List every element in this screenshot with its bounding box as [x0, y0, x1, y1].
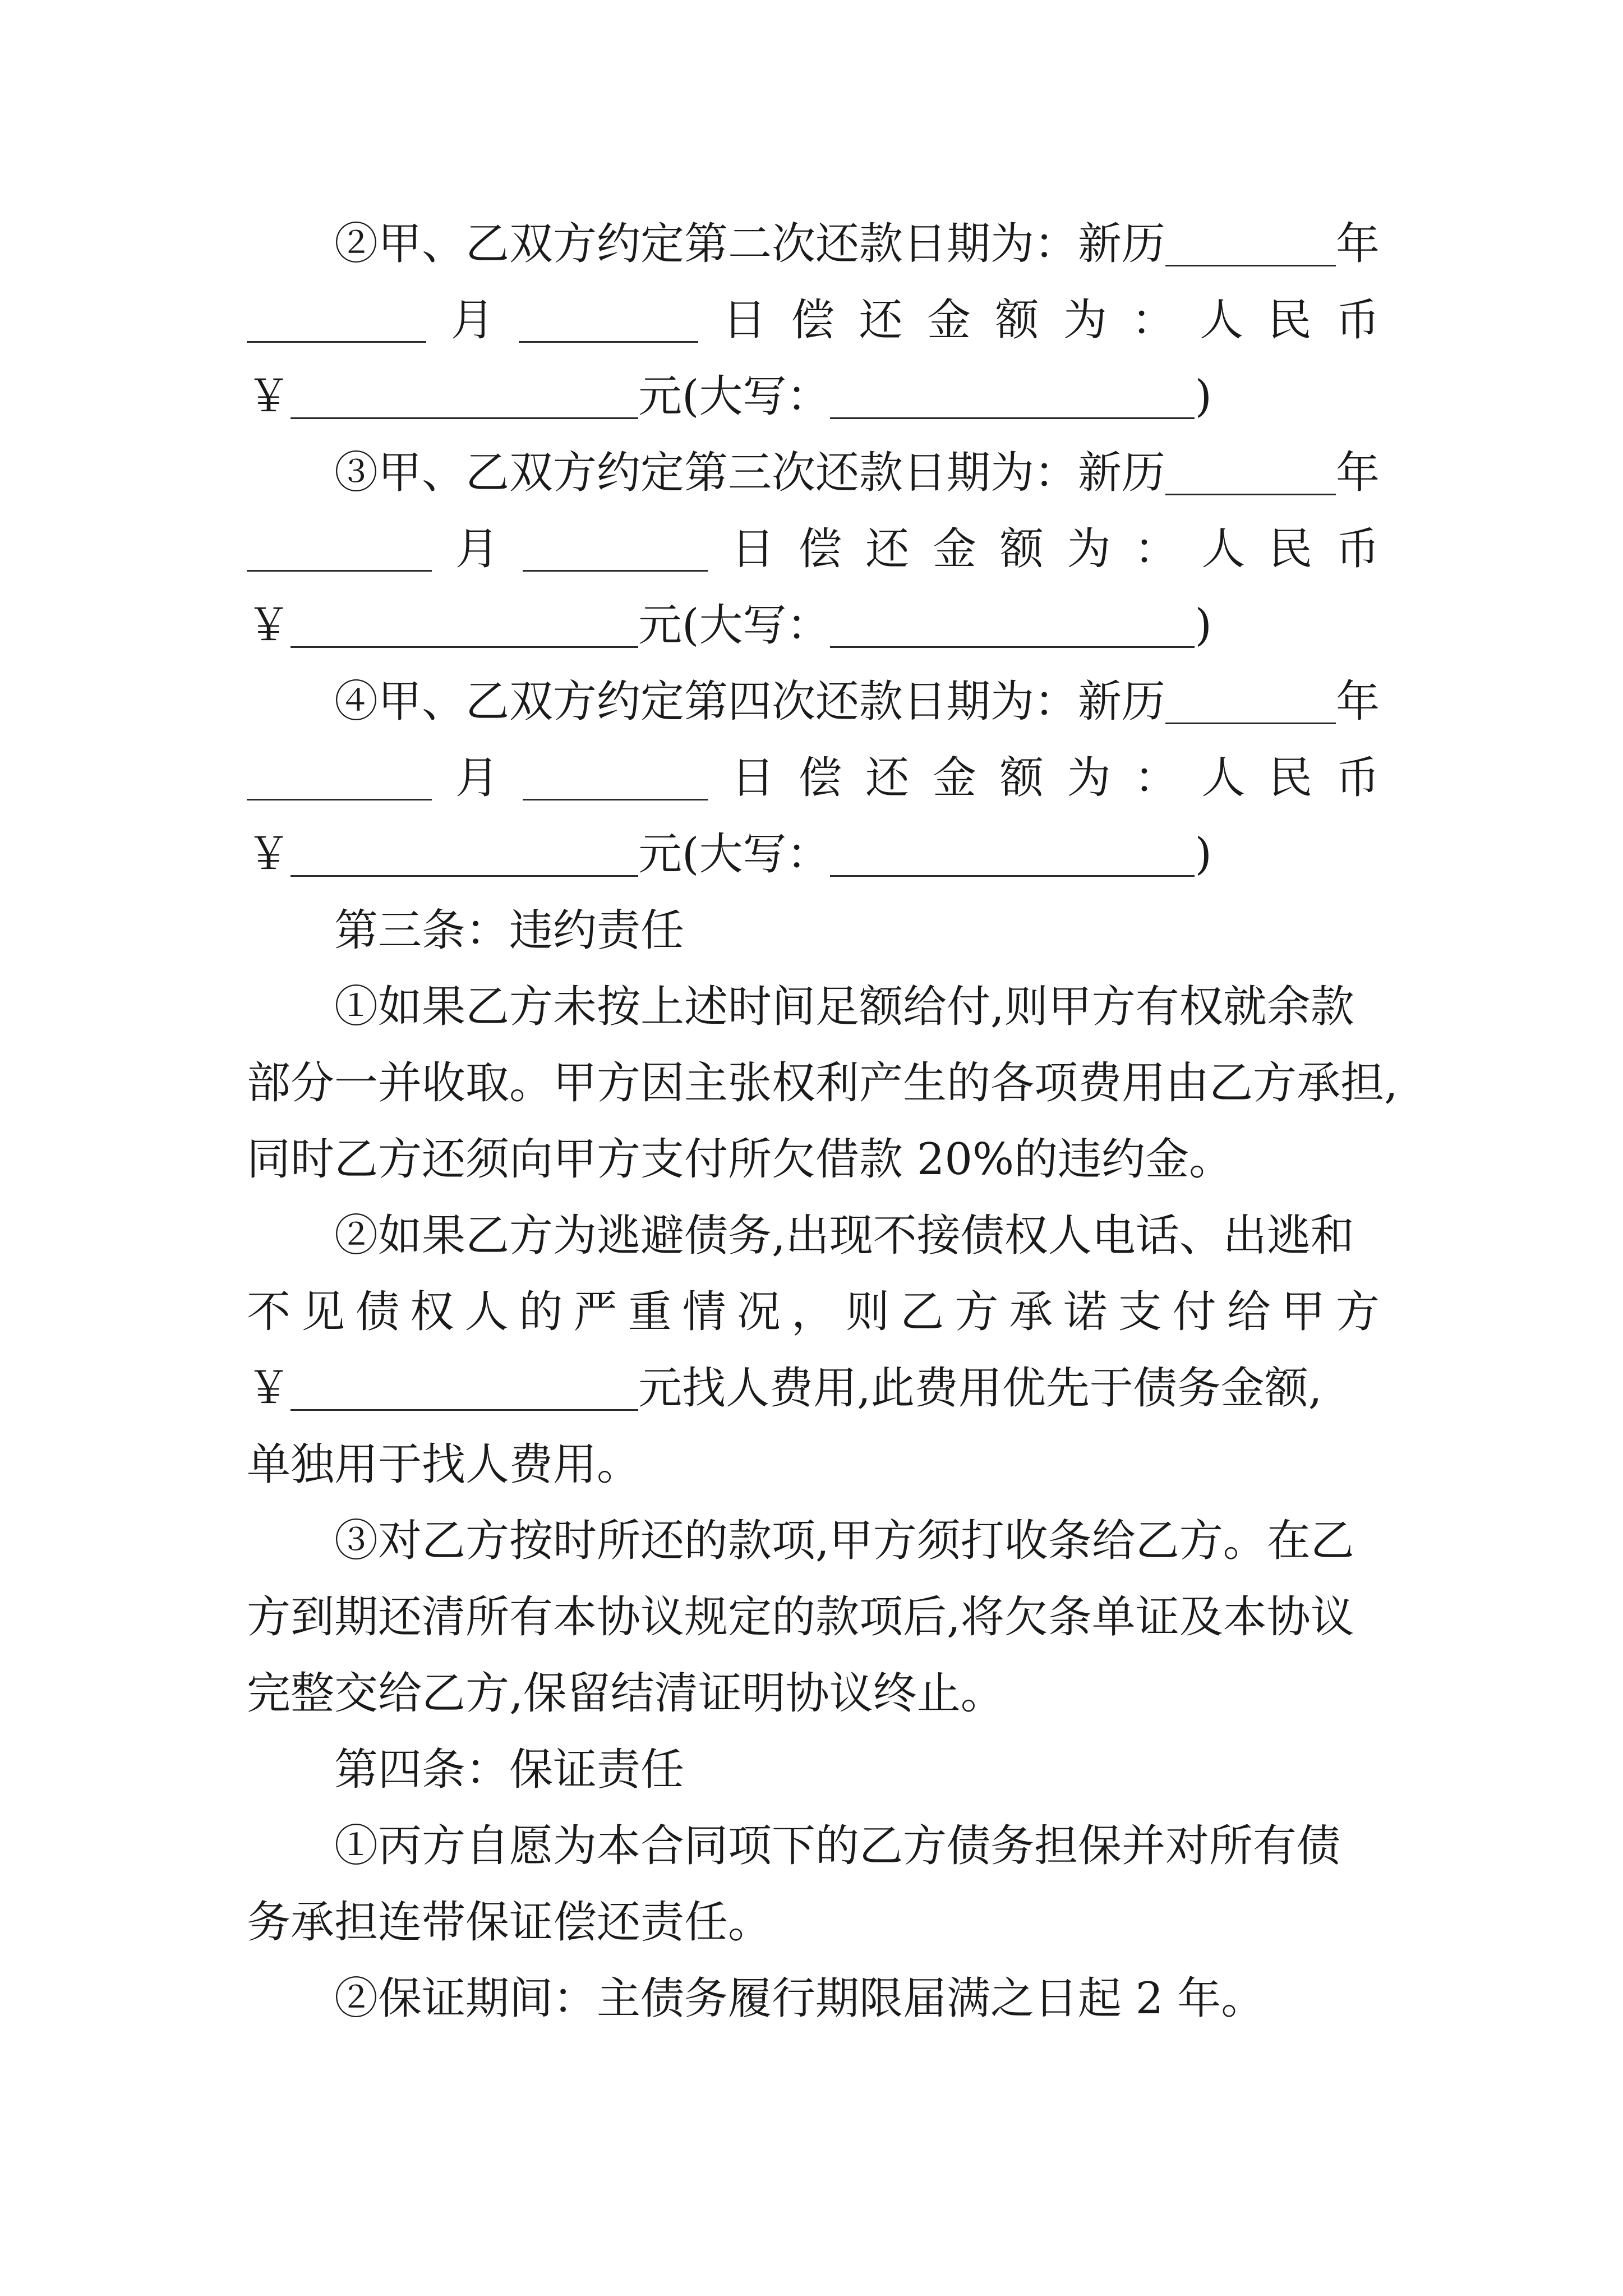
installment-2-day-char: 民 — [1267, 295, 1312, 346]
p2-char: 甲 — [1281, 1287, 1325, 1337]
installment-4-day-char: ： — [1134, 753, 1178, 803]
installment-4-day-char: 民 — [1269, 753, 1313, 803]
installment-4-month-label: 月 — [455, 753, 499, 803]
p2-char: 人 — [464, 1287, 509, 1337]
article-4-p1-line: 务承担连带保证偿还责任。 — [247, 1897, 772, 1948]
installment-4-yuan-label: 元(大写： — [638, 829, 831, 880]
installment-2-line-1 — [334, 213, 1380, 275]
installment-4-day-char: 偿 — [798, 753, 842, 803]
installment-4-month-blank[interactable] — [247, 756, 432, 800]
article-3-p2-line: ②如果乙方为逃避债务,出现不接债权人电话、出逃和 — [334, 1211, 1354, 1261]
installment-2-day-char: 日 — [722, 295, 767, 346]
installment-3-day-char: 偿 — [798, 524, 842, 574]
installment-4-line-3 — [247, 823, 1380, 885]
article-3-p1-line: 同时乙方还须向甲方支付所欠借款 20%的违约金。 — [247, 1134, 1233, 1185]
installment-3-day-blank[interactable] — [523, 527, 708, 572]
installment-2-capital-blank[interactable] — [830, 374, 1195, 419]
yuan-symbol: ￥ — [247, 600, 291, 651]
installment-2-day-blank[interactable] — [519, 298, 698, 343]
installment-3-day-char: 为 — [1067, 524, 1111, 574]
installment-2-line-3 — [247, 366, 1380, 427]
p2-char: 方 — [1335, 1287, 1380, 1337]
installment-3-day-char: 民 — [1269, 524, 1313, 574]
installment-2-line-2 — [247, 289, 1380, 351]
yuan-symbol: ￥ — [247, 1363, 291, 1414]
p2-char: 承 — [1009, 1287, 1053, 1337]
installment-3-month-blank[interactable] — [247, 527, 432, 572]
installment-4-close: ) — [1195, 829, 1212, 880]
installment-4-year-blank[interactable] — [1165, 679, 1336, 724]
installment-2-day-char: 偿 — [790, 295, 834, 346]
p2-char: 的 — [519, 1287, 563, 1337]
p2-char: 不 — [247, 1287, 291, 1337]
p2-char: 严 — [573, 1287, 617, 1337]
installment-2-year-label: 年 — [1335, 219, 1380, 269]
installment-2-month-blank[interactable] — [247, 298, 426, 343]
installment-2-day-char: 还 — [859, 295, 903, 346]
article-4-p1-line: ①丙方自愿为本合同项下的乙方债务担保并对所有债 — [334, 1821, 1341, 1871]
p2-char: 付 — [1172, 1287, 1216, 1337]
installment-4-year-label: 年 — [1335, 677, 1380, 727]
installment-4-day-char: 额 — [999, 753, 1044, 803]
article-3-p2-line-justified — [247, 1281, 1380, 1343]
article-3-p2-fee-line — [247, 1358, 1380, 1419]
article-3-p3-line: 完整交给乙方,保留结清证明协议终止。 — [247, 1668, 1004, 1719]
p2-char: 况 — [736, 1287, 781, 1337]
installment-2-day-char: 币 — [1335, 295, 1380, 346]
installment-2-day-char: ： — [1131, 295, 1175, 346]
article-3-p3-line: ③对乙方按时所还的款项,甲方须打收条给乙方。在乙 — [334, 1516, 1354, 1566]
installment-3-line-3 — [247, 595, 1380, 656]
installment-2-day-char: 额 — [995, 295, 1039, 346]
installment-3-line-1 — [334, 442, 1380, 504]
installment-2-yuan-label: 元(大写： — [638, 371, 831, 422]
installment-4-day-char: 人 — [1201, 753, 1246, 803]
installment-3-day-char: ： — [1134, 524, 1178, 574]
installment-3-capital-blank[interactable] — [830, 603, 1195, 648]
p2-char: ， — [791, 1287, 835, 1337]
installment-3-day-char: 日 — [731, 524, 775, 574]
p2-char: 支 — [1118, 1287, 1162, 1337]
p2-char: 诺 — [1063, 1287, 1108, 1337]
installment-2-close: ) — [1195, 371, 1212, 422]
yuan-symbol: ￥ — [247, 371, 291, 422]
installment-2-amount-blank[interactable] — [291, 374, 638, 419]
installment-4-intro: ④甲、乙双方约定第四次还款日期为：新历 — [334, 677, 1166, 727]
p2-char: 情 — [682, 1287, 726, 1337]
p2-char: 方 — [955, 1287, 999, 1337]
installment-4-day-char: 日 — [731, 753, 775, 803]
article-3-p1-line: ①如果乙方未按上述时间足额给付,则甲方有权就余款 — [334, 982, 1354, 1032]
installment-3-amount-blank[interactable] — [291, 603, 638, 648]
installment-3-intro: ③甲、乙双方约定第三次还款日期为：新历 — [334, 448, 1166, 498]
installment-4-capital-blank[interactable] — [830, 832, 1195, 877]
article-3-p1-line: 部分一并收取。甲方因主张权利产生的各项费用由乙方承担, — [247, 1058, 1398, 1108]
installment-3-day-char: 额 — [999, 524, 1044, 574]
article-4-p2-line: ②保证期间：主债务履行期限届满之日起 2 年。 — [334, 1973, 1265, 2024]
installment-3-day-char: 人 — [1201, 524, 1246, 574]
p2-char: 则 — [846, 1287, 890, 1337]
installment-3-year-blank[interactable] — [1165, 450, 1336, 495]
installment-3-year-label: 年 — [1335, 448, 1380, 498]
article-3-p3-line: 方到期还清所有本协议规定的款项后,将欠条单证及本协议 — [247, 1592, 1354, 1642]
installment-2-day-char: 人 — [1199, 295, 1243, 346]
installment-3-day-char: 还 — [865, 524, 910, 574]
installment-4-day-char: 币 — [1335, 753, 1380, 803]
finder-fee-text: 元找人费用,此费用优先于债务金额, — [638, 1363, 1322, 1414]
p2-char: 债 — [356, 1287, 400, 1337]
installment-4-line-1 — [334, 671, 1380, 733]
installment-4-amount-blank[interactable] — [291, 832, 638, 877]
installment-2-intro: ②甲、乙双方约定第二次还款日期为：新历 — [334, 219, 1166, 269]
p2-char: 乙 — [900, 1287, 944, 1337]
installment-4-day-char: 为 — [1067, 753, 1111, 803]
p2-char: 见 — [301, 1287, 345, 1337]
installment-3-day-char: 币 — [1335, 524, 1380, 574]
installment-4-line-2 — [247, 747, 1380, 809]
installment-2-day-char: 金 — [926, 295, 971, 346]
installment-4-day-char: 还 — [865, 753, 910, 803]
installment-3-yuan-label: 元(大写： — [638, 600, 831, 651]
p2-char: 重 — [628, 1287, 672, 1337]
p2-char: 给 — [1227, 1287, 1271, 1337]
installment-2-month-label: 月 — [450, 295, 495, 346]
yuan-symbol: ￥ — [247, 829, 291, 880]
installment-4-day-char: 金 — [932, 753, 976, 803]
installment-3-line-2 — [247, 518, 1380, 580]
installment-2-day-char: 为 — [1063, 295, 1107, 346]
installment-3-close: ) — [1195, 600, 1212, 651]
p2-char: 权 — [410, 1287, 454, 1337]
installment-3-day-char: 金 — [932, 524, 976, 574]
installment-2-year-blank[interactable] — [1165, 222, 1336, 266]
article-3-p2-line: 单独用于找人费用。 — [247, 1439, 641, 1490]
installment-4-day-blank[interactable] — [523, 756, 708, 800]
installment-3-month-label: 月 — [455, 524, 499, 574]
article-3-heading: 第三条：违约责任 — [334, 905, 685, 956]
article-4-heading: 第四条：保证责任 — [334, 1745, 685, 1795]
finder-fee-blank[interactable] — [291, 1366, 638, 1411]
